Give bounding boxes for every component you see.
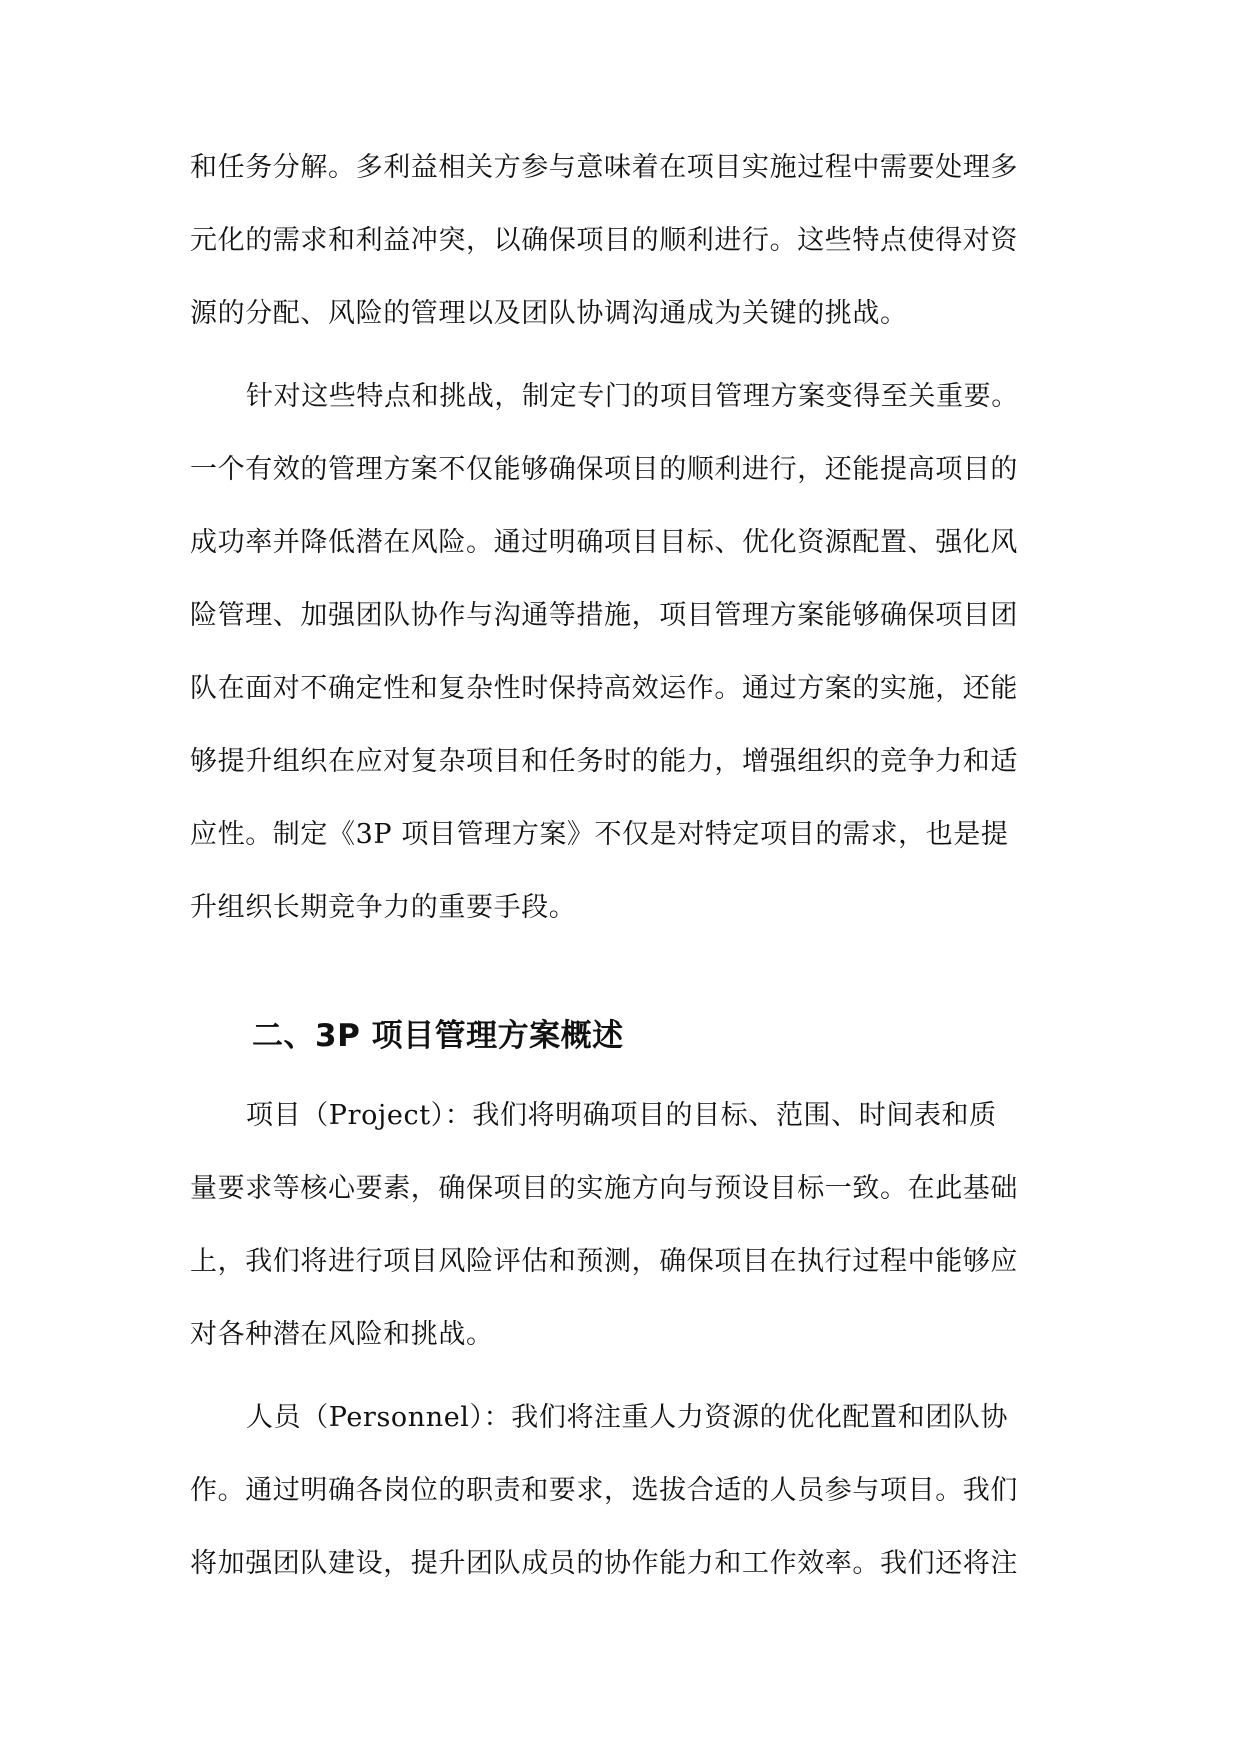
paragraph-line: 队在面对不确定性和复杂性时保持高效运作。通过方案的实施，还能 <box>190 673 1018 704</box>
paragraph-line: 作。通过明确各岗位的职责和要求，选拔合适的人员参与项目。我们 <box>190 1475 1018 1506</box>
paragraph-line: 对各种潜在风险和挑战。 <box>190 1319 494 1350</box>
paragraph-line: 和任务分解。多利益相关方参与意味着在项目实施过程中需要处理多 <box>190 152 1018 183</box>
paragraph-line: 源的分配、风险的管理以及团队协调沟通成为关键的挑战。 <box>190 298 908 329</box>
paragraph-line: 元化的需求和利益冲突，以确保项目的顺利进行。这些特点使得对资 <box>190 225 1018 256</box>
paragraph-line: 够提升组织在应对复杂项目和任务时的能力，增强组织的竞争力和适 <box>190 746 1018 777</box>
paragraph-line: 将加强团队建设，提升团队成员的协作能力和工作效率。我们还将注 <box>190 1548 1018 1579</box>
paragraph-line: 项目（Project）：我们将明确项目的目标、范围、时间表和质 <box>246 1100 997 1131</box>
paragraph-line: 成功率并降低潜在风险。通过明确项目目标、优化资源配置、强化风 <box>190 527 1018 558</box>
paragraph-line: 人员（Personnel）：我们将注重人力资源的优化配置和团队协 <box>246 1402 1009 1433</box>
paragraph-line: 应性。制定《3P 项目管理方案》不仅是对特定项目的需求，也是提 <box>190 819 1009 850</box>
paragraph-line: 针对这些特点和挑战，制定专门的项目管理方案变得至关重要。 <box>246 381 1019 412</box>
paragraph-line: 上，我们将进行项目风险评估和预测，确保项目在执行过程中能够应 <box>190 1246 1018 1277</box>
paragraph-line: 升组织长期竞争力的重要手段。 <box>190 892 577 923</box>
section-heading: 二、3P 项目管理方案概述 <box>252 1018 624 1054</box>
paragraph-line: 险管理、加强团队协作与沟通等措施，项目管理方案能够确保项目团 <box>190 600 1018 631</box>
paragraph-line: 一个有效的管理方案不仅能够确保项目的顺利进行，还能提高项目的 <box>190 454 1018 485</box>
paragraph-line: 量要求等核心要素，确保项目的实施方向与预设目标一致。在此基础 <box>190 1173 1018 1204</box>
